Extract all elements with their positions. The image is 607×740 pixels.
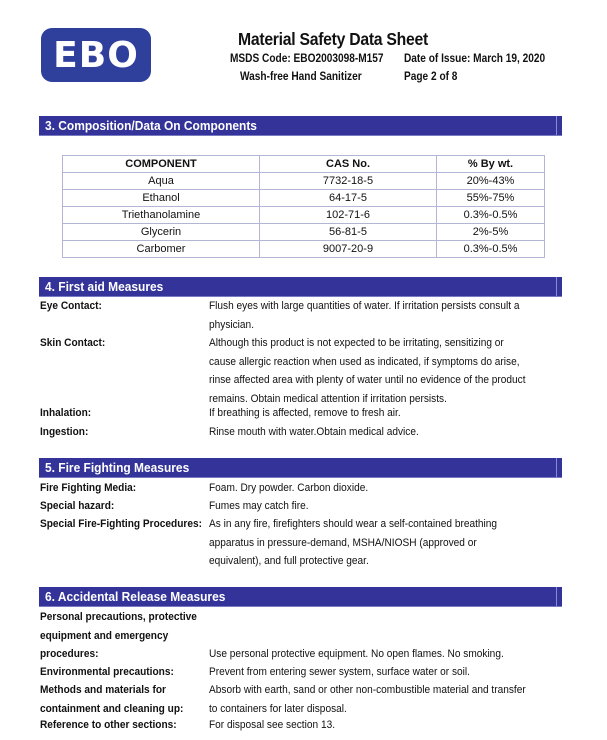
table-row — [63, 173, 545, 190]
component-name: Carbomer — [63, 241, 260, 258]
section-4-header — [39, 277, 562, 297]
document-title: Material Safety Data Sheet — [238, 29, 428, 49]
section-3-header — [39, 116, 562, 136]
cas-number: 9007-20-9 — [260, 241, 437, 258]
msds-code: MSDS Code: EBO2003098-M157 — [230, 53, 384, 65]
cas-number: 102-71-6 — [260, 207, 437, 224]
field-label: Skin Contact: — [40, 337, 106, 349]
table-row — [63, 241, 545, 258]
label-line: Personal precautions, protective — [40, 611, 197, 623]
field-label: Environmental precautions: — [40, 666, 174, 678]
field-value: Absorb with earth, sand or other non-combustible material and transfer to containers for later disposal. — [209, 684, 526, 715]
table-header-row — [63, 156, 545, 173]
field-label: Eye Contact: — [40, 300, 102, 312]
label-line: Methods and materials for — [40, 684, 166, 696]
field-value: Although this product is not expected to be irritating, sensitizing or cause allergic reaction when used as indicated, if symptoms do arise, rinse affected area with plenty of water until no evidence of the product remains. Obtain medical attention if irritation persists. — [209, 337, 526, 405]
components-table — [62, 155, 545, 258]
product-name: Wash-free Hand Sanitizer — [240, 71, 362, 83]
weight-percent: 0.3%-0.5% — [437, 207, 545, 224]
cas-number: 64-17-5 — [260, 190, 437, 207]
component-name: Triethanolamine — [63, 207, 260, 224]
field-label: Fire Fighting Media: — [40, 482, 137, 494]
field-label: Reference to other sections: — [40, 719, 177, 731]
table-row — [63, 190, 545, 207]
section-3-title: 3. Composition/Data On Components — [45, 118, 257, 133]
field-label: Special hazard: — [40, 500, 115, 512]
section-6-title: 6. Accidental Release Measures — [45, 589, 226, 604]
component-name: Aqua — [63, 173, 260, 190]
label-line: procedures: — [40, 648, 99, 660]
section-5-title: 5. Fire Fighting Measures — [45, 460, 190, 475]
cas-number: 7732-18-5 — [260, 173, 437, 190]
field-value: Foam. Dry powder. Carbon dioxide. — [209, 482, 369, 494]
field-value: For disposal see section 13. — [209, 719, 336, 731]
field-value: Use personal protective equipment. No open flames. No smoking. — [209, 648, 504, 660]
field-value: If breathing is affected, remove to fresh air. — [209, 407, 401, 419]
field-value: Flush eyes with large quantities of water. If irritation persists consult a physician. — [209, 300, 520, 331]
field-label: Ingestion: — [40, 426, 89, 438]
date-of-issue: Date of Issue: March 19, 2020 — [404, 53, 546, 65]
section-5-header — [39, 458, 562, 478]
field-value: As in any fire, firefighters should wear a self-contained breathing apparatus in pressure-demand, MSHA/NIOSH (approved or equivalent), and full protective gear. — [209, 518, 498, 567]
column-header-component: COMPONENT — [63, 156, 260, 173]
section-6-header — [39, 587, 562, 607]
field-label: Special Fire-Fighting Procedures: — [40, 518, 202, 530]
field-value: Rinse mouth with water.Obtain medical advice. — [209, 426, 419, 438]
field-value: Prevent from entering sewer system, surface water or soil. — [209, 666, 470, 678]
company-logo: EBO — [41, 28, 151, 82]
section-4-title: 4. First aid Measures — [45, 279, 164, 294]
field-label — [40, 681, 192, 718]
column-header-weight: % By wt. — [437, 156, 545, 173]
weight-percent: 0.3%-0.5% — [437, 241, 545, 258]
component-name: Glycerin — [63, 224, 260, 241]
column-header-cas: CAS No. — [260, 156, 437, 173]
field-value: Fumes may catch fire. — [209, 500, 309, 512]
field-label — [40, 608, 197, 664]
weight-percent: 20%-43% — [437, 173, 545, 190]
field-label: Inhalation: — [40, 407, 92, 419]
weight-percent: 2%-5% — [437, 224, 545, 241]
weight-percent: 55%-75% — [437, 190, 545, 207]
cas-number: 56-81-5 — [260, 224, 437, 241]
component-name: Ethanol — [63, 190, 260, 207]
page-number: Page 2 of 8 — [404, 71, 458, 83]
label-line: containment and cleaning up: — [40, 702, 184, 715]
label-line: equipment and emergency — [40, 629, 169, 642]
table-row — [63, 224, 545, 241]
table-row — [63, 207, 545, 224]
